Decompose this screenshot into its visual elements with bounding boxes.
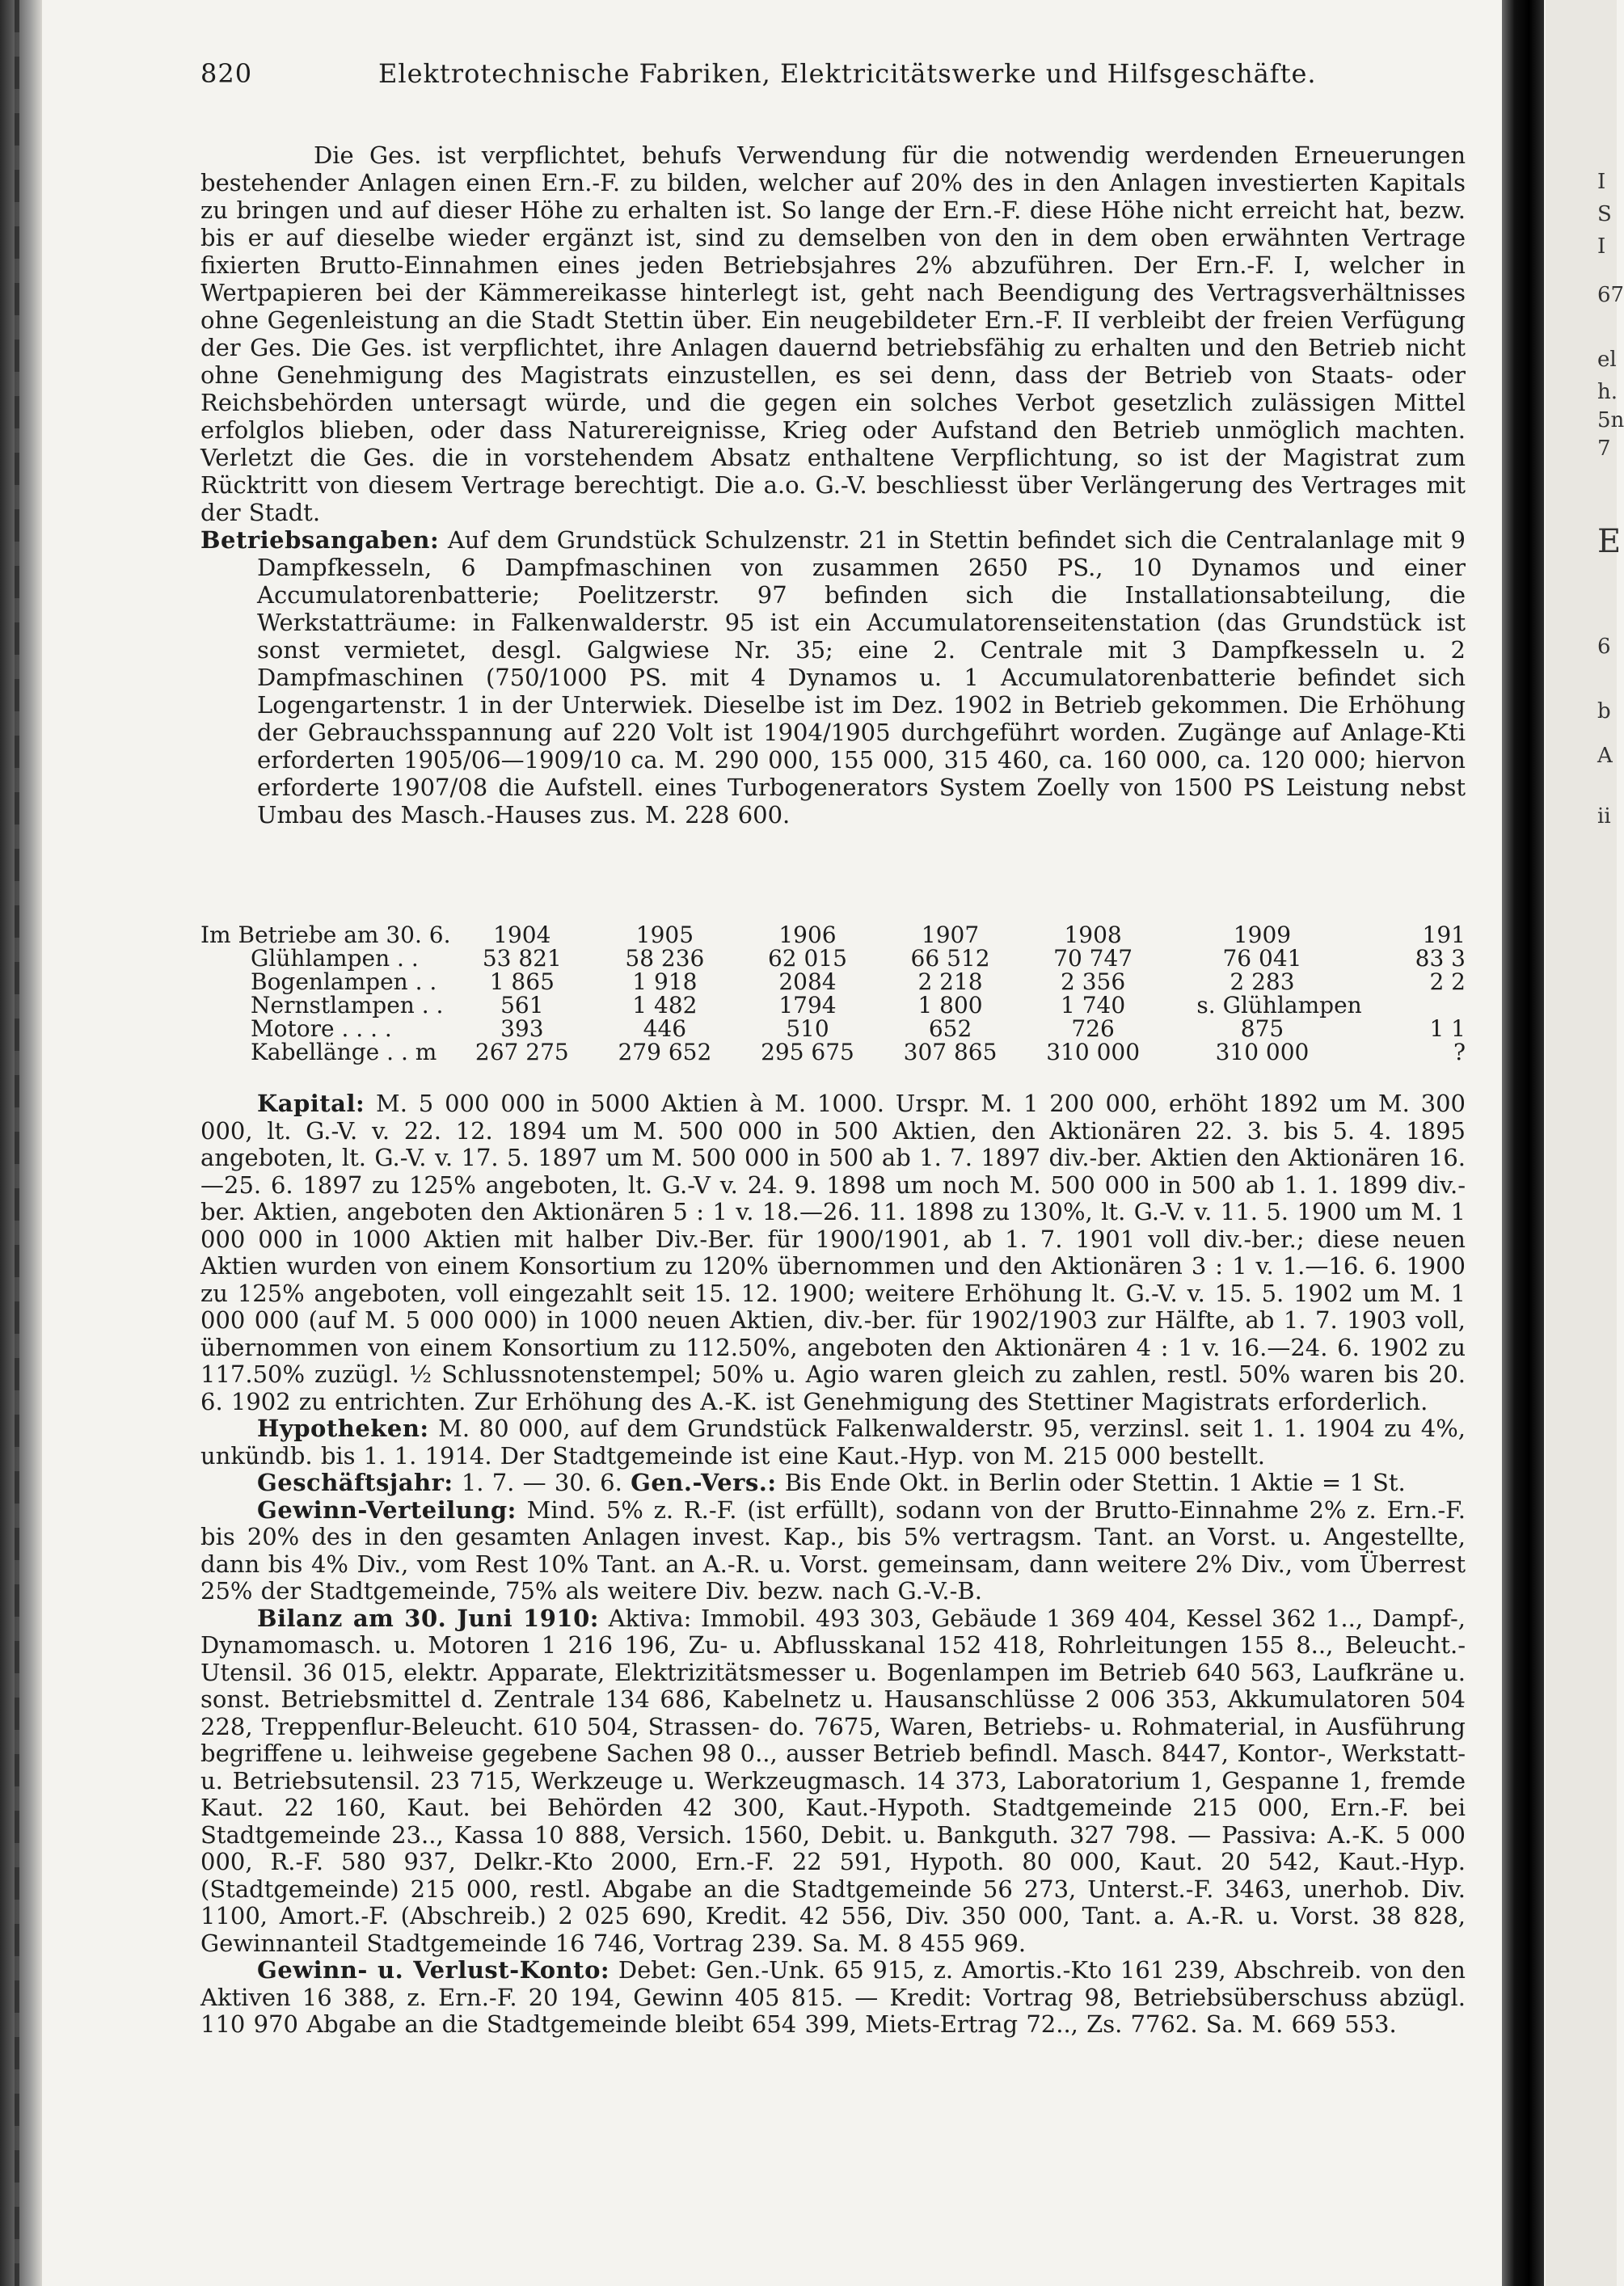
row-label: Bogenlampen . . <box>251 968 437 995</box>
table-cell: 62 015 <box>767 944 847 972</box>
row-label: Nernstlampen . . <box>251 991 444 1019</box>
table-header-label: Im Betriebe am 30. 6. <box>200 921 451 948</box>
fragment-text: S <box>1597 202 1612 226</box>
table-cell: 310 000 <box>1215 1038 1310 1065</box>
table-cell: 66 512 <box>910 944 990 972</box>
paragraph-hypotheken <box>200 1415 1466 1470</box>
operations-table <box>200 923 1466 1064</box>
section-heading-bilanz: Bilanz am 30. Juni 1910: <box>257 1604 599 1632</box>
table-cell: 726 <box>1071 1014 1115 1042</box>
fragment-text: I <box>1597 170 1606 194</box>
table-cell: 279 652 <box>618 1038 712 1065</box>
table-cell: 1 800 <box>917 991 983 1019</box>
table-cell: 295 675 <box>761 1038 854 1065</box>
table-cell: 2 218 <box>917 968 983 995</box>
year-header: 1905 <box>635 921 694 948</box>
fragment-text: 67 <box>1597 283 1624 307</box>
table-cell: 83 3 <box>1415 944 1466 972</box>
fragment-text: I <box>1597 234 1606 259</box>
table-row <box>200 1017 1466 1040</box>
paragraph-gewinn-verlust <box>200 1957 1466 2039</box>
year-header: 1909 <box>1233 921 1292 948</box>
table-cell: 2084 <box>778 968 837 995</box>
running-head <box>200 58 1462 99</box>
table-cell: 310 000 <box>1046 1038 1141 1065</box>
year-header: 1907 <box>921 921 980 948</box>
table-cell: 2 283 <box>1230 968 1295 995</box>
section-heading-betriebsangaben: Betriebsangaben: <box>200 526 440 554</box>
table-cell: 267 275 <box>475 1038 569 1065</box>
fragment-text: ii <box>1597 804 1611 829</box>
table-row <box>200 947 1466 970</box>
row-label: Glühlampen . . <box>251 944 419 972</box>
table-cell: 446 <box>643 1014 687 1042</box>
row-label: Kabellänge . . m <box>251 1038 437 1065</box>
year-header: 1908 <box>1064 921 1122 948</box>
geschaeftsjahr-text: 1. 7. — 30. 6. <box>453 1469 631 1496</box>
body-text-top <box>200 141 1466 829</box>
table-cell: 2 356 <box>1061 968 1126 995</box>
table-cell: 1 740 <box>1061 991 1126 1019</box>
paragraph-erneuerungsfonds: Die Ges. ist verpflichtet, behufs Verwendung für die notwendig werdenden Erneuerungen bestehender Anlagen einen Ern.-F. zu bilden, welcher auf 20% des in den Anlagen investierten Kapitals zu bringen und auf dieser Höhe zu erhalten ist. So lange der Ern.-F. diese Höhe nicht erreicht hat, bezw. bis er auf dieselbe wieder ergänzt ist, sind zu demselben von den in dem oben erwähnten Vertrage fixierten Brutto-Einnahmen eines jeden Betriebsjahres 2% abzuführen. Der Ern.-F. I, welcher in Wertpapieren bei der Kämmereikasse hinterlegt ist, geht nach Beendigung des Vertragsverhältnisses ohne Gegenleistung an die Stadt Stettin über. Ein neugebildeter Ern.-F. II verbleibt der freien Verfügung der Ges. Die Ges. ist verpflichtet, ihre Anlagen dauernd betriebsfähig zu erhalten und den Betrieb nicht ohne Genehmigung des Magistrats einzustellen, es sei denn, dass der Betrieb von Staats- oder Reichsbehörden untersagt würde, und die gegen ein solches Verbot gesetzlich zulässigen Mittel erfolglos blieben, oder dass Naturereignisse, Krieg oder Aufstand den Betrieb unmöglich machten. Verletzt die Ges. die in vorstehendem Absatz enthaltene Verpflichtung, so ist der Magistrat zum Rücktritt von diesem Vertrage berechtigt. Die a.o. G.-V. beschliesst über Verlängerung des Vertrages mit der Stadt. <box>200 141 1466 526</box>
fragment-text: h. <box>1597 380 1618 404</box>
section-heading-gewinn-verlust: Gewinn- u. Verlust-Konto: <box>257 1956 610 1984</box>
paragraph-kapital <box>200 1090 1466 1415</box>
hypotheken-text: M. 80 000, auf dem Grundstück Falkenwalderstr. 95, verzinsl. seit 1. 1. 1904 zu 4%, unkündb. bis 1. 1. 1914. Der Stadtgemeinde ist eine Kaut.-Hyp. von M. 215 000 bestellt. <box>200 1415 1466 1470</box>
table-cell: 1 1 <box>1429 1014 1466 1042</box>
section-heading-gewinnverteilung: Gewinn-Verteilung: <box>257 1495 517 1524</box>
table-header-row <box>200 923 1466 947</box>
section-heading-genvers: Gen.-Vers.: <box>631 1469 777 1496</box>
year-header: 1906 <box>778 921 837 948</box>
betriebsangaben-text: Auf dem Grundstück Schulzenstr. 21 in Stettin befindet sich die Centralanlage mit 9 Dampfkesseln, 6 Dampfmaschinen von zusammen 2650 PS., 10 Dynamos und einer Accumulatorenbatterie; Poelitzerstr. 97 befinden sich die Installationsabteilung, die Werkstatträume: in Falkenwalderstr. 95 ist ein Accumulatorenseitenstation (das Grundstück ist sonst vermietet, desgl. Galgwiese Nr. 35; eine 2. Centrale mit 3 Dampfkesseln u. 2 Dampfmaschinen (750/1000 PS. mit 4 Dynamos u. 1 Accumulatorenbatterie befindet sich Logengartenstr. 1 in der Unterwiek. Dieselbe ist im Dez. 1902 in Betrieb gekommen. Die Erhöhung der Gebrauchsspannung auf 220 Volt ist 1904/1905 durchgeführt worden. Zugänge auf Anlage-Kti erforderten 1905/06—1909/10 ca. M. 290 000, 155 000, 315 460, ca. 160 000, ca. 120 000; hiervon erforderte 1907/08 die Aufstell. eines Turbogenerators System Zoelly von 1500 PS Leistung nebst Umbau des Masch.-Hauses zus. M. 228 600. <box>257 526 1466 829</box>
paragraph-geschaeftsjahr <box>200 1470 1466 1497</box>
table-cell: s. Glühlampen <box>1196 991 1362 1019</box>
gewinn-verlust-text: Debet: Gen.-Unk. 65 915, z. Amortis.-Kto 161 239, Abschreib. von den Aktiven 16 388, z. Ern.-F. 20 194, Gewinn 405 815. — Kredit: Vortrag 98, Betriebsüberschuss abzügl. 110 970 Abgabe an die Stadtgemeinde bleibt 654 399, Miets-Ertrag 72.., Zs. 7762. Sa. M. 669 553. <box>200 1956 1466 2038</box>
paragraph-betriebsangaben <box>200 526 1466 829</box>
table-cell: 76 041 <box>1222 944 1302 972</box>
table-cell: ? <box>1453 1038 1466 1065</box>
fragment-text: E <box>1597 523 1622 560</box>
paragraph-bilanz <box>200 1605 1466 1958</box>
facing-page-fragment <box>1546 0 1624 2286</box>
table-cell: 1 918 <box>632 968 698 995</box>
scan-left-edge <box>0 0 42 2286</box>
gewinnverteilung-text: Mind. 5% z. R.-F. (ist erfüllt), sodann von der Brutto-Einnahme 2% z. Ern.-F. bis 20% des in den gesamten Anlagen invest. Kap., bis 5% vertragsm. Tant. an Vorst. u. Angestellte, dann bis 4% Div., vom Rest 10% Tant. an A.-R. u. Vorst. gemeinsam, dann weitere 2% Div., vom Überrest 25% der Stadtgemeinde, 75% als weitere Div. bezw. nach G.-V.-B. <box>200 1495 1466 1605</box>
fragment-text: el <box>1597 348 1617 372</box>
table-cell: 1 482 <box>632 991 698 1019</box>
bilanz-text: Aktiva: Immobil. 493 303, Gebäude 1 369 404, Kessel 362 1.., Dampf-, Dynamomasch. u. Motoren 1 216 196, Zu- u. Abflusskanal 152 418, Rohrleitungen 155 8.., Beleucht.-Utensil. 36 015, elektr. Apparate, Elektrizitätsmesser u. Bogenlampen im Betrieb 640 563, Laufkräne u. sonst. Betriebsmittel d. Zentrale 134 686, Kabelnetz u. Hausanschlüsse 2 006 353, Akkumulatoren 504 228, Treppenflur-Beleucht. 610 504, Strassen- do. 7675, Waren, Betriebs- u. Rohmaterial, in Ausführung begriffene u. leihweise gegebene Sachen 98 0.., ausser Betrieb befindl. Masch. 8447, Kontor-, Werkstatt- u. Betriebsutensil. 23 715, Werkzeuge u. Werkzeugmasch. 14 373, Laboratorium 1, Gespanne 1, fremde Kaut. 22 160, Kaut. bei Behörden 42 300, Kaut.-Hypoth. Stadtgemeinde 215 000, Ern.-F. bei Stadtgemeinde 23.., Kassa 10 888, Versich. 1560, Debit. u. Bankguth. 327 798. — Passiva: A.-K. 5 000 000, R.-F. 580 937, Delkr.-Kto 2000, Ern.-F. 22 591, Hypoth. 80 000, Kaut. 20 542, Kaut.-Hyp. (Stadtgemeinde) 215 000, restl. Abgabe an die Stadtgemeinde 56 273, Unterst.-F. 3463, unerhob. Div. 1100, Amort.-F. (Abschreib.) 2 025 690, Kredit. 42 556, Div. 350 000, Tant. a. A.-R. u. Vorst. 38 828, Gewinnanteil Stadtgemeinde 16 746, Vortrag 239. Sa. M. 8 455 969. <box>200 1604 1466 1957</box>
section-heading-kapital: Kapital: <box>257 1090 365 1117</box>
table-row <box>200 1040 1466 1064</box>
table-cell: 307 865 <box>903 1038 998 1065</box>
fragment-text: A <box>1597 744 1613 768</box>
section-heading-geschaeftsjahr: Geschäftsjahr: <box>257 1469 453 1496</box>
page-number: 820 <box>200 58 253 89</box>
table-cell: 393 <box>500 1014 544 1042</box>
table-cell: 2 2 <box>1429 968 1466 995</box>
fragment-text: 6 <box>1597 635 1611 659</box>
table-cell: 1 865 <box>489 968 555 995</box>
table-cell: 70 747 <box>1053 944 1133 972</box>
table-cell: 652 <box>928 1014 972 1042</box>
fragment-text: 7 <box>1597 437 1611 461</box>
table-row <box>200 993 1466 1017</box>
book-gutter <box>1502 0 1544 2286</box>
page-heading: Elektrotechnische Fabriken, Elektricitätswerke und Hilfsgeschäfte. <box>378 58 1317 89</box>
year-header: 1904 <box>493 921 551 948</box>
table-cell: 561 <box>500 991 544 1019</box>
row-label: Motore . . . . <box>251 1014 392 1042</box>
body-text-bottom <box>200 1090 1466 2039</box>
paragraph-gewinnverteilung <box>200 1497 1466 1605</box>
table-row <box>200 970 1466 993</box>
table-cell: 510 <box>786 1014 829 1042</box>
fragment-text: b <box>1597 699 1611 723</box>
table-cell: 53 821 <box>482 944 562 972</box>
fragment-text: 5n <box>1597 408 1624 432</box>
table-cell: 875 <box>1240 1014 1284 1042</box>
table-cell: 1794 <box>778 991 837 1019</box>
section-heading-hypotheken: Hypotheken: <box>257 1415 429 1442</box>
genvers-text: Bis Ende Okt. in Berlin oder Stettin. 1 Aktie = 1 St. <box>776 1469 1406 1496</box>
table-cell: 58 236 <box>625 944 705 972</box>
year-header: 191 <box>1422 921 1466 948</box>
kapital-text: M. 5 000 000 in 5000 Aktien à M. 1000. Urspr. M. 1 200 000, erhöht 1892 um M. 300 000, lt. G.-V. v. 22. 12. 1894 um M. 500 000 in 500 Aktien, den Aktionären 22. 3. bis 5. 4. 1895 angeboten, lt. G.-V. v. 17. 5. 1897 um M. 500 000 in 500 ab 1. 7. 1897 div.-ber. Aktien den Aktionären 16.—25. 6. 1897 zu 125% angeboten, lt. G.-V v. 24. 9. 1898 um noch M. 500 000 in 500 ab 1. 1. 1899 div.-ber. Aktien, angeboten den Aktionären 5 : 1 v. 18.—26. 11. 1898 zu 130%, lt. G.-V. v. 11. 5. 1900 um M. 1 000 000 in 1000 Aktien mit halber Div.-Ber. für 1900/1901, ab 1. 7. 1901 voll div.-ber.; diese neuen Aktien wurden von einem Konsortium zu 120% übernommen und den Aktionären 3 : 1 v. 1.—16. 6. 1900 zu 125% angeboten, voll eingezahlt seit 15. 12. 1900; weitere Erhöhung lt. G.-V. v. 15. 5. 1902 um M. 1 000 000 (auf M. 5 000 000) in 1000 neuen Aktien, div.-ber. für 1902/1903 zur Hälfte, ab 1. 7. 1903 voll, übernommen von einem Konsortium zu 112.50%, angeboten den Aktionären 4 : 1 v. 16.—24. 6. 1902 zu 117.50% zuzügl. ½ Schlussnotenstempel; 50% u. Agio waren gleich zu zahlen, restl. 50% waren bis 20. 6. 1902 zu entrichten. Zur Erhöhung des A.-K. ist Genehmigung des Stettiner Magistrats erforderlich. <box>200 1090 1466 1415</box>
